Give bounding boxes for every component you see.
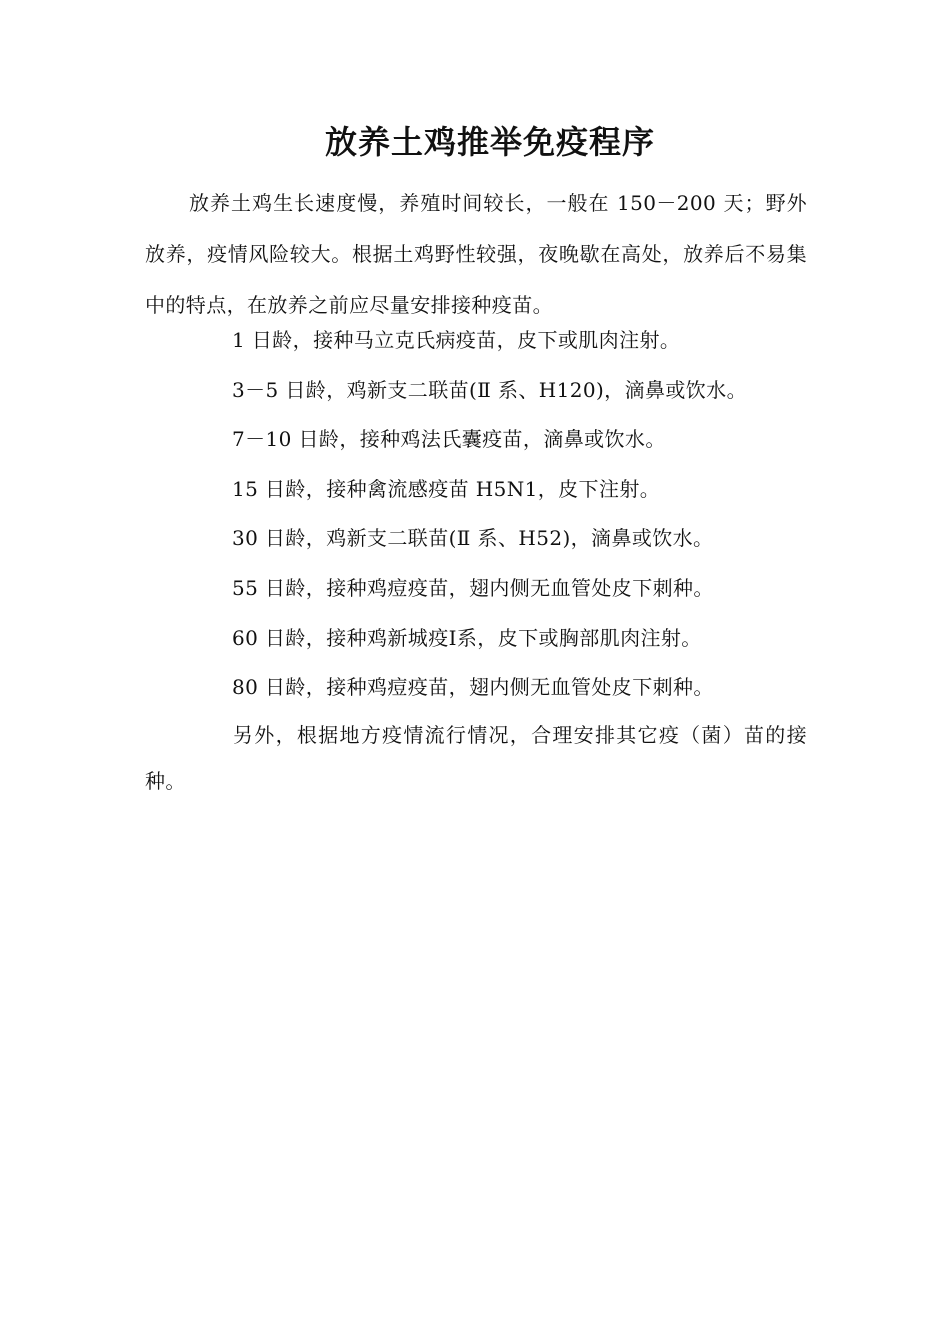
schedule-item: 30 日龄，鸡新支二联苗(Ⅱ 系、H52)，滴鼻或饮水。 bbox=[232, 526, 714, 551]
schedule-item: 15 日龄，接种禽流感疫苗 H5N1，皮下注射。 bbox=[232, 476, 661, 501]
schedule-item: 55 日龄，接种鸡痘疫苗，翅内侧无血管处皮下刺种。 bbox=[232, 575, 714, 600]
schedule-item: 7－10 日龄，接种鸡法氏囊疫苗，滴鼻或饮水。 bbox=[232, 427, 666, 452]
schedule-item: 80 日龄，接种鸡痘疫苗，翅内侧无血管处皮下刺种。 bbox=[232, 675, 714, 700]
document-title: 放养土鸡推举免疫程序 bbox=[324, 123, 655, 161]
intro-paragraph: 放养土鸡生长速度慢，养殖时间较长，一般在 150－200 天；野外放养，疫情风险较大。根据土鸡野性较强，夜晚歇在高处，放养后不易集中的特点，在放养之前应尽量安排接种疫苗。 bbox=[145, 191, 807, 317]
schedule-item: 60 日龄，接种鸡新城疫Ⅰ系，皮下或胸部肌肉注射。 bbox=[232, 625, 702, 650]
schedule-item: 1 日龄，接种马立克氏病疫苗，皮下或肌肉注射。 bbox=[232, 328, 681, 352]
vaccination-schedule bbox=[232, 316, 747, 713]
schedule-item: 3－5 日龄，鸡新支二联苗(Ⅱ 系、H120)，滴鼻或饮水。 bbox=[232, 377, 747, 402]
closing-paragraph: 另外，根据地方疫情流行情况，合理安排其它疫（菌）苗的接种。 bbox=[145, 723, 807, 793]
